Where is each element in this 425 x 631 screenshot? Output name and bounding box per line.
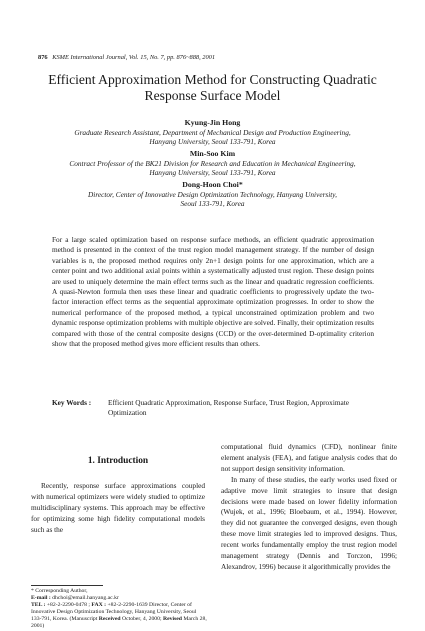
journal-citation: KSME International Journal, Vol. 15, No. 7, pp. 876~888, 2001 (52, 54, 216, 61)
email-label: E-mail : (31, 595, 51, 602)
author-name: Dong-Hoon Choi* (182, 180, 243, 189)
author-affiliation: Graduate Research Assistant, Department of Mechanical Design and Production Engineering, (74, 127, 351, 137)
author-affiliation: Contract Professor of the BK21 Division for Research and Education in Mechanical Engineering, (69, 158, 356, 168)
footnote (31, 588, 207, 631)
tel-value: +82-2-2290-0478 ; (46, 602, 90, 609)
author-block-2 (20, 149, 405, 178)
revised-label: Revised (162, 616, 182, 623)
footnote-divider (31, 585, 103, 586)
intro-right-column (221, 442, 397, 573)
email-value: dhchoi@email.hanyang.ac.kr (52, 595, 119, 602)
keywords-label: Key Words : (52, 398, 92, 407)
paragraph: Recently, response surface approximations coupled with numerical optimizers were widely studied to optimize multidisciplinary systems. This approach may be effective for optimizing some high fidelity computational models such as the (31, 481, 205, 534)
received-date: October, 4, 2000; (121, 616, 162, 623)
title-line-1: Efficient Approximation Method for Constructing Quadratic (48, 72, 377, 87)
received-label: Received (98, 616, 121, 623)
keywords (52, 398, 374, 419)
section-heading: 1. Introduction (87, 456, 149, 466)
author-affiliation: Director, Center of Innovative Design Optimization Technology, Hanyang University, (88, 189, 337, 199)
author-name: Kyung-Jin Hong (184, 118, 241, 127)
keywords-list: Efficient Quadratic Approximation, Response Surface, Trust Region, Approximate Optimization (108, 398, 350, 418)
footnote-contact (31, 602, 207, 630)
running-header (38, 54, 215, 61)
intro-left-column (31, 481, 205, 536)
author-block-3 (20, 180, 405, 209)
paragraph: In many of these studies, the early works used fixed or adaptive move limit strategies to insure that design decisions were made based on lower fidelity information (Wujek, et al., 1996; Bloebaum, et al., 1994). However, they did not guarantee the converged designs, even though these move limit strategies led to improved designs. Thus, recent works fundamentally employ the trust region model management strategy (Dennis and Torczon, 1996; Alexandrov, 1996) because it algorithmically provides the (221, 474, 397, 571)
paper-title (20, 72, 405, 104)
author-name: Min-Soo Kim (189, 149, 236, 158)
page-number: 876 (38, 54, 48, 61)
fax-value: +82-2-2290-1639 (107, 602, 148, 609)
revised-date: March 28, 2001) (31, 616, 207, 630)
abstract: For a large scaled optimization based on response surface methods, an efficient quadratic approximation method is presented in the context of the trust region model management strategy. If the number of design variables is n, the proposed method requires only 2n+1 design points for one approximation, which are a center point and two additional axial points within a systematically adjusted trust region. These design points are used to uniquely determine the main effect terms such as the linear and quadratic regression coefficients. A quasi-Newton formula then uses these linear and quadratic coefficients to progressively update the two-factor interaction effect terms as the sequential approximate optimization progresses. In order to show the numerical performance of the proposed method, a typical unconstrained optimization problem and two dynamic response optimization problems with multiple objective are solved. Finally, their optimization results compared with those of the central composite designs (CCD) or the over-determined D-optimality criterion show that the proposed method gives more efficient results than others. (52, 235, 374, 349)
author-affiliation: Hanyang University, Seoul 133-791, Korea (149, 168, 276, 178)
title-line-2: Response Surface Model (144, 88, 281, 103)
footnote-affiliation: Director, Center of Innovative Design Optimization Technology, Hanyang University, Seoul 133-791, Korea. (Manuscript (31, 602, 197, 623)
fax-label: FAX : (91, 602, 107, 609)
author-block-1 (20, 118, 405, 147)
tel-label: TEL : (31, 602, 46, 609)
author-affiliation: Hanyang University, Seoul 133-791, Korea (149, 137, 276, 147)
author-affiliation: Seoul 133-791, Korea (180, 199, 245, 209)
footnote-corresponding: * Corresponding Author, (31, 588, 88, 594)
paragraph: computational fluid dynamics (CFD), nonlinear finite element analysis (FEA), and fatigue analysis codes that do not support design sensitivity information. (221, 442, 397, 473)
